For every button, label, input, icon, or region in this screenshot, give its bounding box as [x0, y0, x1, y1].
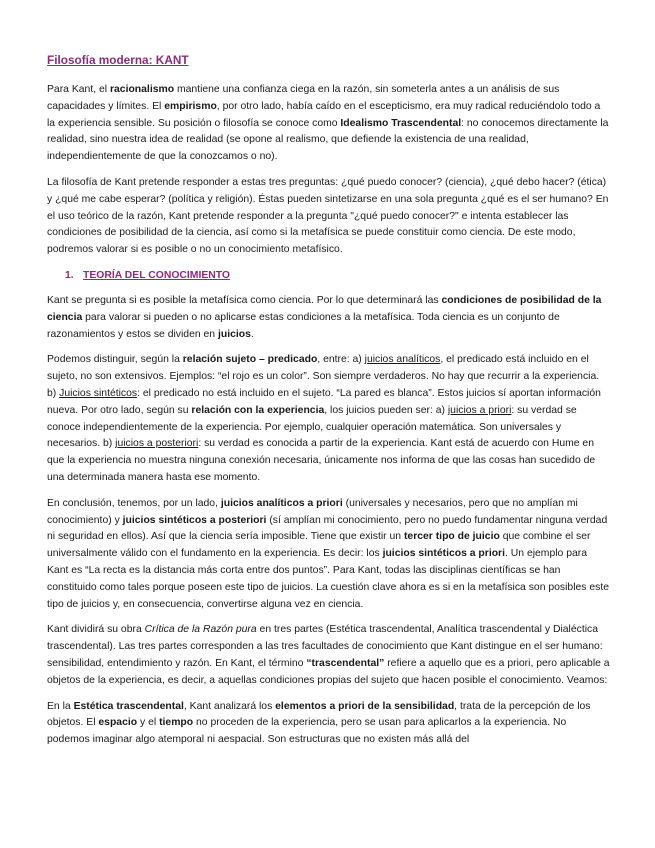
bold-term-sujeto-predicado: relación sujeto – predicado [182, 354, 318, 366]
text-run: en tres partes (Estética trascendental, Analítica trascendental y Dialéctica trascendental). Las tres partes corresponden a las tres facultades de conocimiento que Kant distingue en el ser humano: sensibilidad, entendimiento y razón. En Kant, el término [47, 624, 603, 669]
italic-title-critica: Crítica de la Razón pura [144, 624, 257, 636]
bold-term-tiempo: tiempo [159, 717, 194, 729]
text-run: . [250, 328, 254, 340]
text-run: y el [137, 717, 160, 729]
paragraph-racionalismo-empirismo [47, 82, 610, 166]
bold-term-analiticos-a-priori: juicios analíticos a priori [220, 497, 343, 509]
paragraph-tipos-juicios [47, 352, 610, 486]
text-run: Podemos distinguir, según la [47, 354, 183, 366]
bold-term-tercer-tipo: tercer tipo de juicio [403, 531, 500, 543]
bold-term-trascendental: “trascendental” [306, 657, 385, 669]
paragraph-critica-razon-pura [47, 622, 610, 689]
bold-term-estetica: Estética trascendental [73, 700, 184, 712]
paragraph-conclusion [47, 496, 610, 614]
bold-term-empirismo: empirismo [164, 100, 217, 112]
text-run: que combine el ser universalmente válido con el fundamento en la experiencia. Es decir: los [47, 531, 591, 560]
bold-term-condiciones: condiciones de posibilidad de la ciencia [47, 294, 602, 323]
bold-term-elementos-sensibilidad: elementos a priori de la sensibilidad [275, 700, 455, 712]
text-run: En la [47, 700, 74, 712]
paragraph-metafisica-ciencia [47, 293, 610, 343]
text-run: mantiene una confianza ciega en la razón, sin someterla antes a un análisis de sus capacidades y límites. El [47, 84, 560, 112]
bold-term-espacio: espacio [98, 717, 138, 729]
paragraph-estetica-trascendental [47, 699, 610, 749]
text-run: , trata de la percepción de los objetos. El [47, 700, 591, 729]
text-run: , por otro lado, había caído en el escepticismo, era muy radical reduciéndolo todo a la experiencia sensible. Su posición o filosofía se conoce como [47, 100, 601, 129]
section-number: 1. [65, 269, 74, 281]
underlined-term-a-posteriori: juicios a posteriori [115, 438, 199, 450]
section-heading-teoria-conocimiento [65, 268, 610, 284]
bold-term-experiencia: relación con la experiencia [191, 404, 325, 416]
text-run: Para Kant, el [47, 84, 110, 95]
underlined-term-sinteticos: Juicios sintéticos [59, 387, 138, 399]
text-run: Kant dividirá su obra [47, 624, 145, 636]
text-run: (sí amplían mi conocimiento, pero no puedo fundamentar ninguna verdad ni seguridad en ellos). Así que la ciencia sería imposible. Tiene que existir un [47, 514, 608, 543]
bold-term-racionalismo: racionalismo [109, 84, 175, 95]
text-run: , entre: a) [317, 354, 365, 366]
section-title: TEORÍA DEL CONOCIMIENTO [83, 269, 231, 281]
text-run: : su verdad es conocida a partir de la experiencia. Kant está de acuerdo con Hume en que la experiencia no muestra ninguna conexión necesaria, únicamente nos informa de que las cosas han sucedido de una determinada manera hasta ese momento. [47, 438, 596, 483]
text-run: . Un ejemplo para Kant es “La recta es la distancia más corta entre dos puntos”. Para Kant, todas las disciplinas científicas se han constituido como tales porque poseen este tipo de juicios. La cuestión clave ahora es si en la metafísica son posibles este tipo de juicios y, en consecuencia, convertirse alguna vez en ciencia. [47, 548, 610, 610]
bold-term-idealismo: Idealismo Trascendental [340, 117, 462, 129]
text-run: , el predicado está incluido en el sujeto, no son extensivos. Ejemplos: “el rojo es un color”. Son siempre verdaderos. No hay que recurrir a la experiencia. b) [47, 354, 600, 399]
bold-term-juicios: juicios [217, 328, 251, 340]
text-run: : el predicado no está incluido en el sujeto. “La pared es blanca”. Estos juicios sí aportan información nueva. Por otro lado, según su [47, 387, 601, 416]
bold-term-sinteticos-a-posteriori: juicios sintéticos a posteriori [122, 514, 267, 526]
text-run: (universales y necesarios, pero que no amplían mi conocimiento) y [47, 497, 578, 526]
text-run: , Kant analizará los [183, 700, 276, 712]
document-title: Filosofía moderna: KANT [47, 53, 189, 67]
text-run: , los juicios pueden ser: a) [324, 404, 448, 416]
text-run: para valorar si pueden o no aplicarse estas condiciones a la metafísica. Toda ciencia es un conjunto de razonamientos y estos se dividen en [47, 311, 560, 340]
text-run: refiere a aquello que es a priori, pero aplicable a objetos de la experiencia, es decir, a aquellas condiciones propias del sujeto que hacen posible el conocimiento. Veamos: [47, 657, 610, 686]
text-run: Kant se pregunta si es posible la metafísica como ciencia. Por lo que determinará las [47, 294, 442, 306]
text-run: En conclusión, tenemos, por un lado, [47, 497, 221, 509]
text-run: : no conocemos directamente la realidad, sino nuestra idea de realidad (se opone al realismo, que defiende la existencia de una realidad, independientemente de que la conozcamos o no). [47, 117, 609, 163]
underlined-term-analiticos: juicios analíticos [364, 354, 441, 366]
text-run: no proceden de la experiencia, pero se usan para aplicarlos a la experiencia. No podemos imaginar algo atemporal ni aespacial. Son estructuras que no existen más allá del [47, 717, 567, 746]
paragraph-tres-preguntas: La filosofía de Kant pretende responder a estas tres preguntas: ¿qué puedo conocer? (ciencia), ¿qué debo hacer? (ética) y ¿qué me cabe esperar? (política y religión). Éstas pueden sintetizarse en una sola pregunta ¿qué es el ser humano? En el uso teórico de la razón, Kant pretende responder a la pregunta "¿qué puedo conocer?" e intenta establecer las condiciones de posibilidad de la ciencia, así como si la metafísica se puede constituir como ciencia. De este modo, podremos valorar si es posible o no un conocimiento metafísico. [47, 176, 609, 256]
bold-term-sinteticos-a-priori: juicios sintéticos a priori [382, 548, 505, 560]
underlined-term-a-priori: juicios a priori [447, 404, 512, 416]
text-run: : su verdad se conoce independientemente de la experiencia. Por ejemplo, cualquier operación matemática. Son universales y necesarios. b) [47, 404, 577, 450]
